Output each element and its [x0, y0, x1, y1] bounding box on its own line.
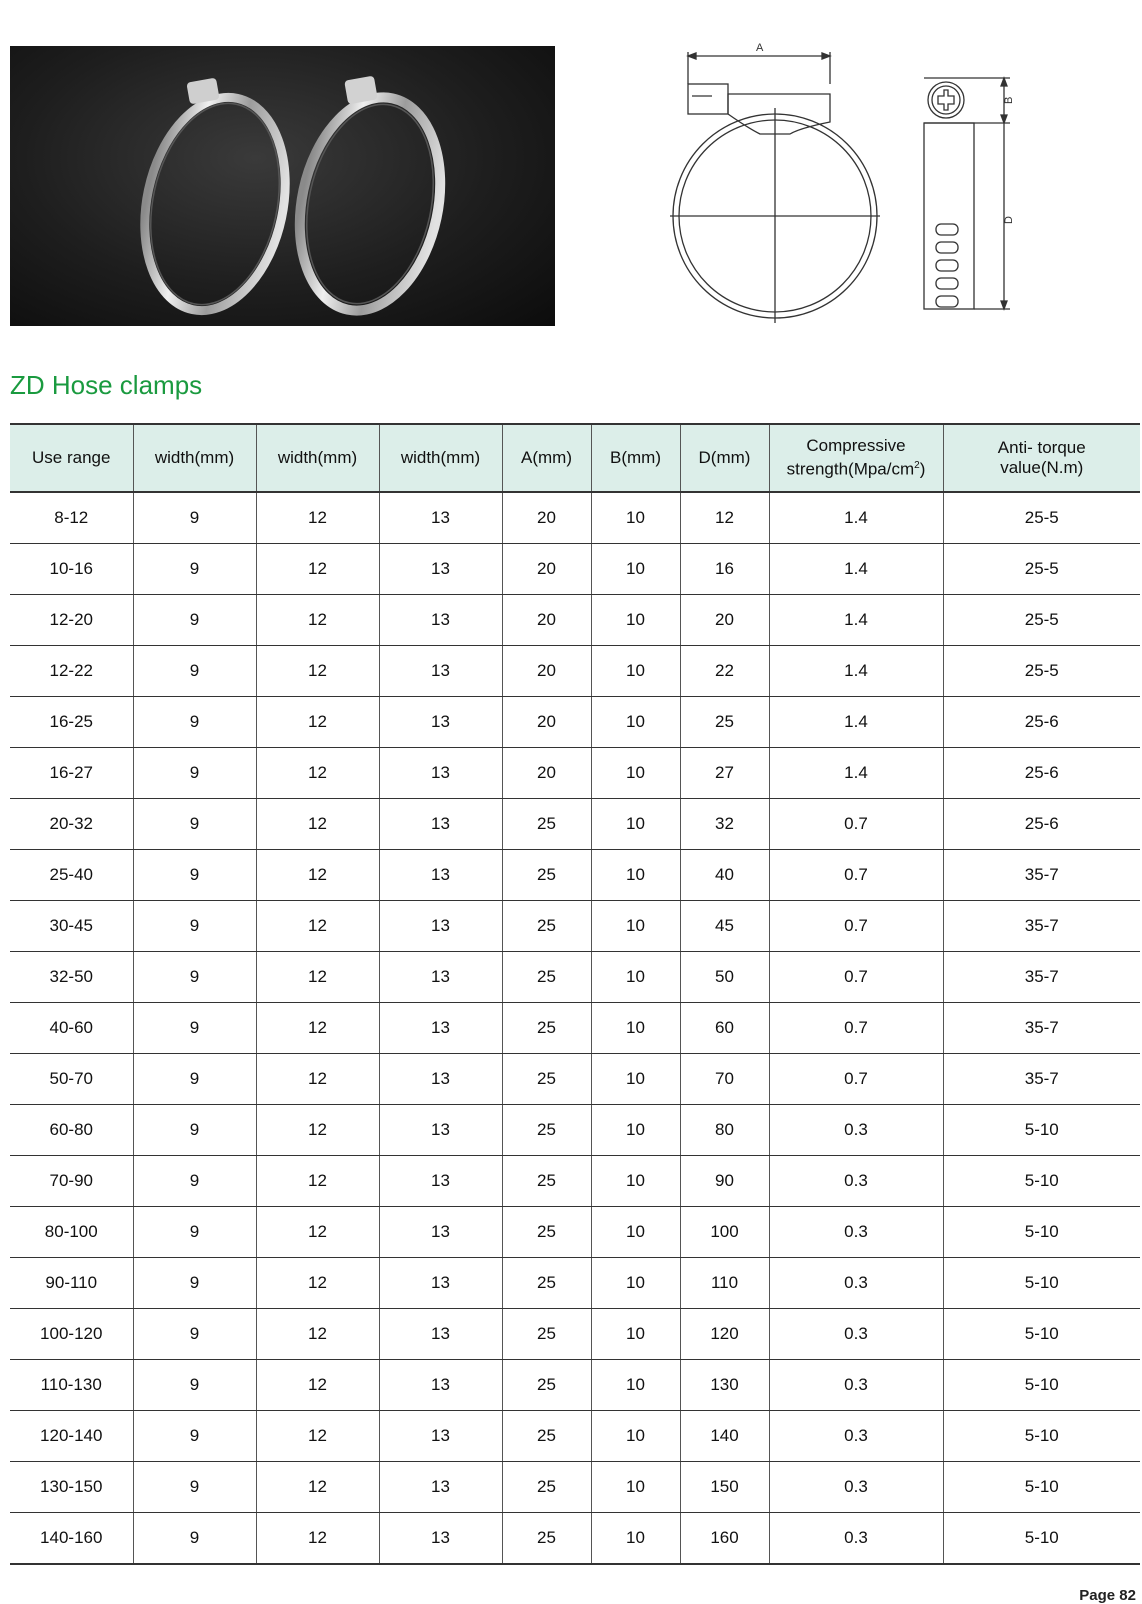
- table-cell: 13: [379, 595, 502, 646]
- table-cell: 0.7: [769, 1003, 943, 1054]
- table-cell: 90: [680, 1156, 769, 1207]
- table-cell: 13: [379, 697, 502, 748]
- table-cell: 35-7: [943, 1003, 1140, 1054]
- table-cell: 10: [591, 492, 680, 544]
- table-cell: 1.4: [769, 646, 943, 697]
- table-cell: 140-160: [10, 1513, 133, 1565]
- table-cell: 5-10: [943, 1411, 1140, 1462]
- table-cell: 5-10: [943, 1258, 1140, 1309]
- table-cell: 32-50: [10, 952, 133, 1003]
- table-cell: 25: [502, 901, 591, 952]
- dimension-label-a: A: [756, 42, 764, 54]
- column-header-line: Use range: [32, 448, 111, 467]
- column-header-line: width(mm): [277, 448, 358, 467]
- table-cell: 8-12: [10, 492, 133, 544]
- column-header: [10, 424, 133, 492]
- table-cell: 9: [133, 901, 256, 952]
- table-cell: 9: [133, 1054, 256, 1105]
- spec-table: [10, 423, 1140, 1565]
- table-cell: 35-7: [943, 1054, 1140, 1105]
- table-cell: 5-10: [943, 1207, 1140, 1258]
- table-cell: 0.3: [769, 1105, 943, 1156]
- table-cell: 120-140: [10, 1411, 133, 1462]
- table-cell: 12: [256, 1156, 379, 1207]
- table-cell: 25: [502, 1003, 591, 1054]
- table-cell: 140: [680, 1411, 769, 1462]
- table-cell: 12-20: [10, 595, 133, 646]
- table-cell: 25: [680, 697, 769, 748]
- column-header: [502, 424, 591, 492]
- table-cell: 13: [379, 1360, 502, 1411]
- table-cell: 9: [133, 1309, 256, 1360]
- table-cell: 25: [502, 952, 591, 1003]
- section-title: ZD Hose clamps: [10, 370, 203, 400]
- table-cell: 9: [133, 1462, 256, 1513]
- table-row: [10, 850, 1140, 901]
- column-header-line: D(mm): [698, 448, 751, 467]
- table-row: [10, 1054, 1140, 1105]
- table-cell: 10: [591, 544, 680, 595]
- table-cell: 10: [591, 799, 680, 850]
- table-cell: 9: [133, 544, 256, 595]
- table-cell: 0.3: [769, 1258, 943, 1309]
- table-cell: 35-7: [943, 850, 1140, 901]
- table-cell: 12: [256, 1003, 379, 1054]
- table-row: [10, 1360, 1140, 1411]
- table-cell: 12: [256, 1462, 379, 1513]
- column-header-line: value(N.m): [1000, 458, 1084, 477]
- table-cell: 0.7: [769, 901, 943, 952]
- table-cell: 13: [379, 799, 502, 850]
- column-header: [680, 424, 769, 492]
- table-row: [10, 952, 1140, 1003]
- table-cell: 13: [379, 1105, 502, 1156]
- table-cell: 1.4: [769, 544, 943, 595]
- table-cell: 12: [256, 1360, 379, 1411]
- table-cell: 0.7: [769, 799, 943, 850]
- superscript: 2: [914, 460, 920, 472]
- table-cell: 0.7: [769, 1054, 943, 1105]
- table-cell: 13: [379, 492, 502, 544]
- table-cell: 12: [256, 952, 379, 1003]
- column-header-tail: ): [919, 459, 926, 479]
- table-cell: 45: [680, 901, 769, 952]
- column-header: [769, 424, 943, 492]
- table-cell: 25: [502, 1462, 591, 1513]
- table-row: [10, 1258, 1140, 1309]
- column-header: [256, 424, 379, 492]
- table-cell: 22: [680, 646, 769, 697]
- table-cell: 10: [591, 1258, 680, 1309]
- table-cell: 12: [256, 748, 379, 799]
- column-header-line: width(mm): [154, 448, 235, 467]
- table-cell: 25: [502, 1513, 591, 1565]
- table-cell: 13: [379, 952, 502, 1003]
- table-cell: 13: [379, 646, 502, 697]
- table-cell: 25: [502, 799, 591, 850]
- clamp-dimension-diagram: [670, 38, 1050, 328]
- column-header-line: width(mm): [400, 448, 481, 467]
- table-cell: 10: [591, 697, 680, 748]
- table-cell: 30-45: [10, 901, 133, 952]
- table-cell: 9: [133, 1156, 256, 1207]
- table-cell: 12: [680, 492, 769, 544]
- table-cell: 9: [133, 697, 256, 748]
- table-cell: 40-60: [10, 1003, 133, 1054]
- page-number: Page 82: [1079, 1587, 1136, 1604]
- table-cell: 10: [591, 646, 680, 697]
- table-cell: 10: [591, 1411, 680, 1462]
- table-cell: 80-100: [10, 1207, 133, 1258]
- table-cell: 9: [133, 1411, 256, 1462]
- table-cell: 130: [680, 1360, 769, 1411]
- table-cell: 9: [133, 1003, 256, 1054]
- table-cell: 12: [256, 1309, 379, 1360]
- column-header-line: B(mm): [610, 448, 661, 467]
- table-cell: 0.3: [769, 1513, 943, 1565]
- table-row: [10, 646, 1140, 697]
- table-cell: 110: [680, 1258, 769, 1309]
- table-cell: 10: [591, 748, 680, 799]
- column-header: [379, 424, 502, 492]
- table-cell: 20: [680, 595, 769, 646]
- table-cell: 1.4: [769, 748, 943, 799]
- table-cell: 0.3: [769, 1156, 943, 1207]
- table-cell: 12: [256, 697, 379, 748]
- table-cell: 0.3: [769, 1462, 943, 1513]
- table-cell: 9: [133, 952, 256, 1003]
- table-cell: 9: [133, 1207, 256, 1258]
- table-cell: 100-120: [10, 1309, 133, 1360]
- table-cell: 13: [379, 1411, 502, 1462]
- table-cell: 16-27: [10, 748, 133, 799]
- table-row: [10, 799, 1140, 850]
- table-cell: 25-5: [943, 646, 1140, 697]
- table-cell: 9: [133, 1513, 256, 1565]
- column-header: [133, 424, 256, 492]
- table-cell: 60-80: [10, 1105, 133, 1156]
- product-photo: [10, 46, 555, 326]
- table-cell: 12: [256, 850, 379, 901]
- table-cell: 12: [256, 1411, 379, 1462]
- table-cell: 110-130: [10, 1360, 133, 1411]
- table-cell: 10: [591, 850, 680, 901]
- table-cell: 10-16: [10, 544, 133, 595]
- column-header-line: strength(Mpa/cm: [786, 459, 915, 479]
- table-cell: 25-6: [943, 748, 1140, 799]
- table-cell: 25: [502, 1309, 591, 1360]
- table-cell: 9: [133, 748, 256, 799]
- table-cell: 25: [502, 850, 591, 901]
- table-cell: 12: [256, 1054, 379, 1105]
- table-header-row: [10, 424, 1140, 492]
- table-cell: 13: [379, 1309, 502, 1360]
- table-cell: 25: [502, 1360, 591, 1411]
- table-row: [10, 697, 1140, 748]
- table-cell: 12: [256, 1207, 379, 1258]
- table-cell: 10: [591, 1360, 680, 1411]
- table-cell: 25: [502, 1054, 591, 1105]
- technical-drawing: [670, 38, 1050, 328]
- table-cell: 25-40: [10, 850, 133, 901]
- table-cell: 40: [680, 850, 769, 901]
- table-row: [10, 1513, 1140, 1565]
- table-row: [10, 1003, 1140, 1054]
- table-cell: 1.4: [769, 492, 943, 544]
- table-cell: 12: [256, 646, 379, 697]
- table-cell: 12: [256, 1258, 379, 1309]
- table-cell: 25-5: [943, 544, 1140, 595]
- table-cell: 12: [256, 544, 379, 595]
- table-cell: 20: [502, 697, 591, 748]
- table-cell: 10: [591, 1309, 680, 1360]
- table-cell: 5-10: [943, 1513, 1140, 1565]
- table-cell: 0.3: [769, 1207, 943, 1258]
- table-header: [10, 424, 1140, 492]
- table-row: [10, 595, 1140, 646]
- table-cell: 1.4: [769, 595, 943, 646]
- table-cell: 20: [502, 595, 591, 646]
- table-cell: 16: [680, 544, 769, 595]
- table-row: [10, 492, 1140, 544]
- table-row: [10, 1207, 1140, 1258]
- table-cell: 16-25: [10, 697, 133, 748]
- table-cell: 12: [256, 1105, 379, 1156]
- table-cell: 13: [379, 1258, 502, 1309]
- table-cell: 0.3: [769, 1360, 943, 1411]
- table-cell: 5-10: [943, 1105, 1140, 1156]
- table-cell: 60: [680, 1003, 769, 1054]
- table-cell: 9: [133, 1105, 256, 1156]
- table-cell: 13: [379, 1003, 502, 1054]
- column-header: [591, 424, 680, 492]
- column-header-line: A(mm): [521, 448, 572, 467]
- table-cell: 9: [133, 799, 256, 850]
- table-cell: 10: [591, 1207, 680, 1258]
- table-cell: 12: [256, 1513, 379, 1565]
- table-cell: 25-6: [943, 697, 1140, 748]
- table-cell: 90-110: [10, 1258, 133, 1309]
- table-cell: 9: [133, 1360, 256, 1411]
- table-cell: 27: [680, 748, 769, 799]
- table-row: [10, 1156, 1140, 1207]
- table-cell: 20-32: [10, 799, 133, 850]
- table-cell: 5-10: [943, 1462, 1140, 1513]
- table-cell: 12-22: [10, 646, 133, 697]
- table-row: [10, 1309, 1140, 1360]
- table-cell: 20: [502, 492, 591, 544]
- table-cell: 12: [256, 595, 379, 646]
- table-cell: 25: [502, 1156, 591, 1207]
- table-cell: 0.7: [769, 850, 943, 901]
- table-cell: 50-70: [10, 1054, 133, 1105]
- dimension-label-d: D: [1003, 216, 1015, 224]
- table-cell: 9: [133, 1258, 256, 1309]
- table-cell: 35-7: [943, 952, 1140, 1003]
- column-header-line: Anti- torque: [997, 438, 1086, 457]
- table-cell: 20: [502, 748, 591, 799]
- table-cell: 32: [680, 799, 769, 850]
- table-row: [10, 1462, 1140, 1513]
- table-cell: 13: [379, 901, 502, 952]
- table-cell: 10: [591, 1003, 680, 1054]
- table-cell: 70: [680, 1054, 769, 1105]
- table-cell: 9: [133, 850, 256, 901]
- column-header-line: Compressive: [806, 436, 906, 456]
- table-cell: 25-6: [943, 799, 1140, 850]
- table-cell: 13: [379, 850, 502, 901]
- table-cell: 5-10: [943, 1309, 1140, 1360]
- table-cell: 9: [133, 646, 256, 697]
- table-cell: 160: [680, 1513, 769, 1565]
- table-cell: 0.3: [769, 1411, 943, 1462]
- table-cell: 120: [680, 1309, 769, 1360]
- table-cell: 70-90: [10, 1156, 133, 1207]
- table-cell: 10: [591, 901, 680, 952]
- table-cell: 0.3: [769, 1309, 943, 1360]
- dimension-label-b: B: [1003, 96, 1015, 104]
- table-cell: 10: [591, 1054, 680, 1105]
- table-cell: 25: [502, 1105, 591, 1156]
- table-cell: 100: [680, 1207, 769, 1258]
- table-cell: 10: [591, 595, 680, 646]
- table-cell: 12: [256, 799, 379, 850]
- column-header: [943, 424, 1140, 492]
- table-cell: 150: [680, 1462, 769, 1513]
- table-cell: 12: [256, 492, 379, 544]
- table-cell: 13: [379, 1513, 502, 1565]
- table-cell: 9: [133, 595, 256, 646]
- table-cell: 20: [502, 646, 591, 697]
- table-cell: 12: [256, 901, 379, 952]
- table-cell: 13: [379, 1462, 502, 1513]
- table-cell: 10: [591, 1462, 680, 1513]
- table-cell: 35-7: [943, 901, 1140, 952]
- table-cell: 10: [591, 952, 680, 1003]
- table-cell: 25: [502, 1207, 591, 1258]
- table-row: [10, 544, 1140, 595]
- table-cell: 13: [379, 1156, 502, 1207]
- table-row: [10, 748, 1140, 799]
- table-cell: 9: [133, 492, 256, 544]
- table-cell: 25-5: [943, 595, 1140, 646]
- table-cell: 80: [680, 1105, 769, 1156]
- table-cell: 10: [591, 1513, 680, 1565]
- table-cell: 13: [379, 1054, 502, 1105]
- table-cell: 10: [591, 1105, 680, 1156]
- table-cell: 130-150: [10, 1462, 133, 1513]
- table-cell: 13: [379, 748, 502, 799]
- table-row: [10, 1411, 1140, 1462]
- table-row: [10, 901, 1140, 952]
- table-cell: 5-10: [943, 1360, 1140, 1411]
- table-body: [10, 492, 1140, 1564]
- table-cell: 13: [379, 1207, 502, 1258]
- table-cell: 0.7: [769, 952, 943, 1003]
- table-cell: 50: [680, 952, 769, 1003]
- table-cell: 25: [502, 1258, 591, 1309]
- table-cell: 1.4: [769, 697, 943, 748]
- table-cell: 25-5: [943, 492, 1140, 544]
- table-cell: 5-10: [943, 1156, 1140, 1207]
- table-cell: 13: [379, 544, 502, 595]
- table-cell: 10: [591, 1156, 680, 1207]
- table-cell: 25: [502, 1411, 591, 1462]
- table-row: [10, 1105, 1140, 1156]
- table-cell: 20: [502, 544, 591, 595]
- hose-clamps-image: [10, 46, 555, 326]
